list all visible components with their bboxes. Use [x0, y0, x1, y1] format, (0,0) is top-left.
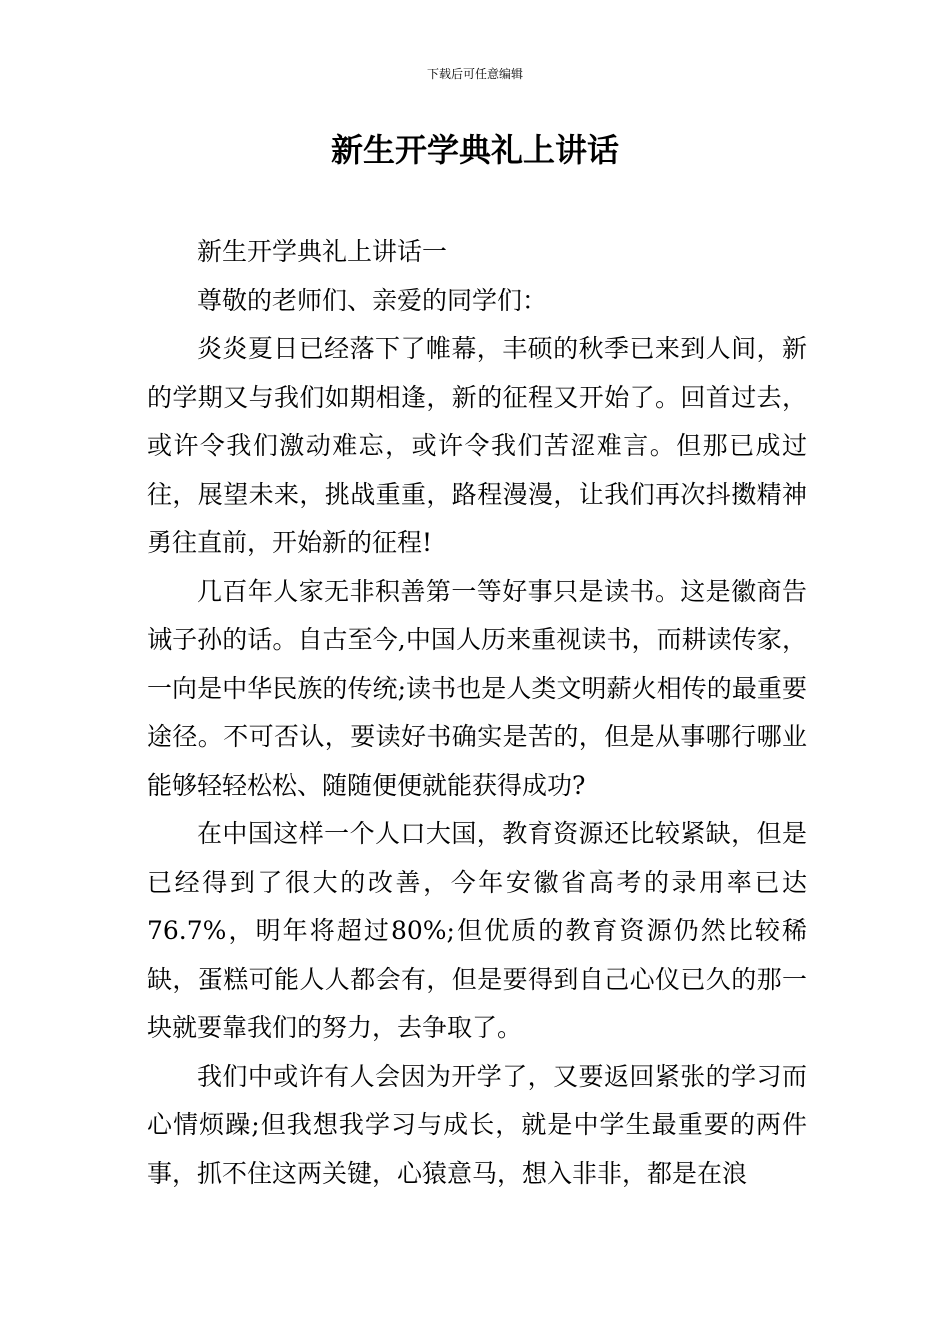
document-title: 新生开学典礼上讲话: [330, 131, 619, 169]
paragraph: 在中国这样一个人口大国，教育资源还比较紧缺，但是已经得到了很大的改善，今年安徽省高考的录用率已达76.7%，明年将超过80%;但优质的教育资源仍然比较稀缺，蛋糕可能人人都会有，但是要得到自己心仪已久的那一块就要靠我们的努力，去争取了。: [147, 819, 807, 1042]
header-note: 下载后可任意编辑: [426, 67, 523, 81]
paragraph: 我们中或许有人会因为开学了，又要返回紧张的学习而心情烦躁;但我想我学习与成长，就是中学生最重要的两件事，抓不住这两关键，心猿意马，想入非非，都是在浪: [147, 1061, 807, 1188]
paragraph-subtitle: 新生开学典礼上讲话一: [197, 237, 448, 266]
paragraph-salutation: 尊敬的老师们、亲爱的同学们：: [197, 285, 548, 315]
document-body: [147, 228, 807, 1198]
paragraph: 炎炎夏日已经落下了帷幕，丰硕的秋季已来到人间，新的学期又与我们如期相逢，新的征程又开始了。回首过去，或许令我们激动难忘，或许令我们苦涩难言。但那已成过往，展望未来，挑战重重，路程漫漫，让我们再次抖擞精神勇往直前，开始新的征程!: [147, 334, 807, 557]
paragraph: 几百年人家无非积善第一等好事只是读书。这是徽商告诫子孙的话。自古至今,中国人历来重视读书，而耕读传家，一向是中华民族的传统;读书也是人类文明薪火相传的最重要途径。不可否认，要读好书确实是苦的，但是从事哪行哪业能够轻轻松松、随随便便就能获得成功?: [147, 576, 807, 800]
